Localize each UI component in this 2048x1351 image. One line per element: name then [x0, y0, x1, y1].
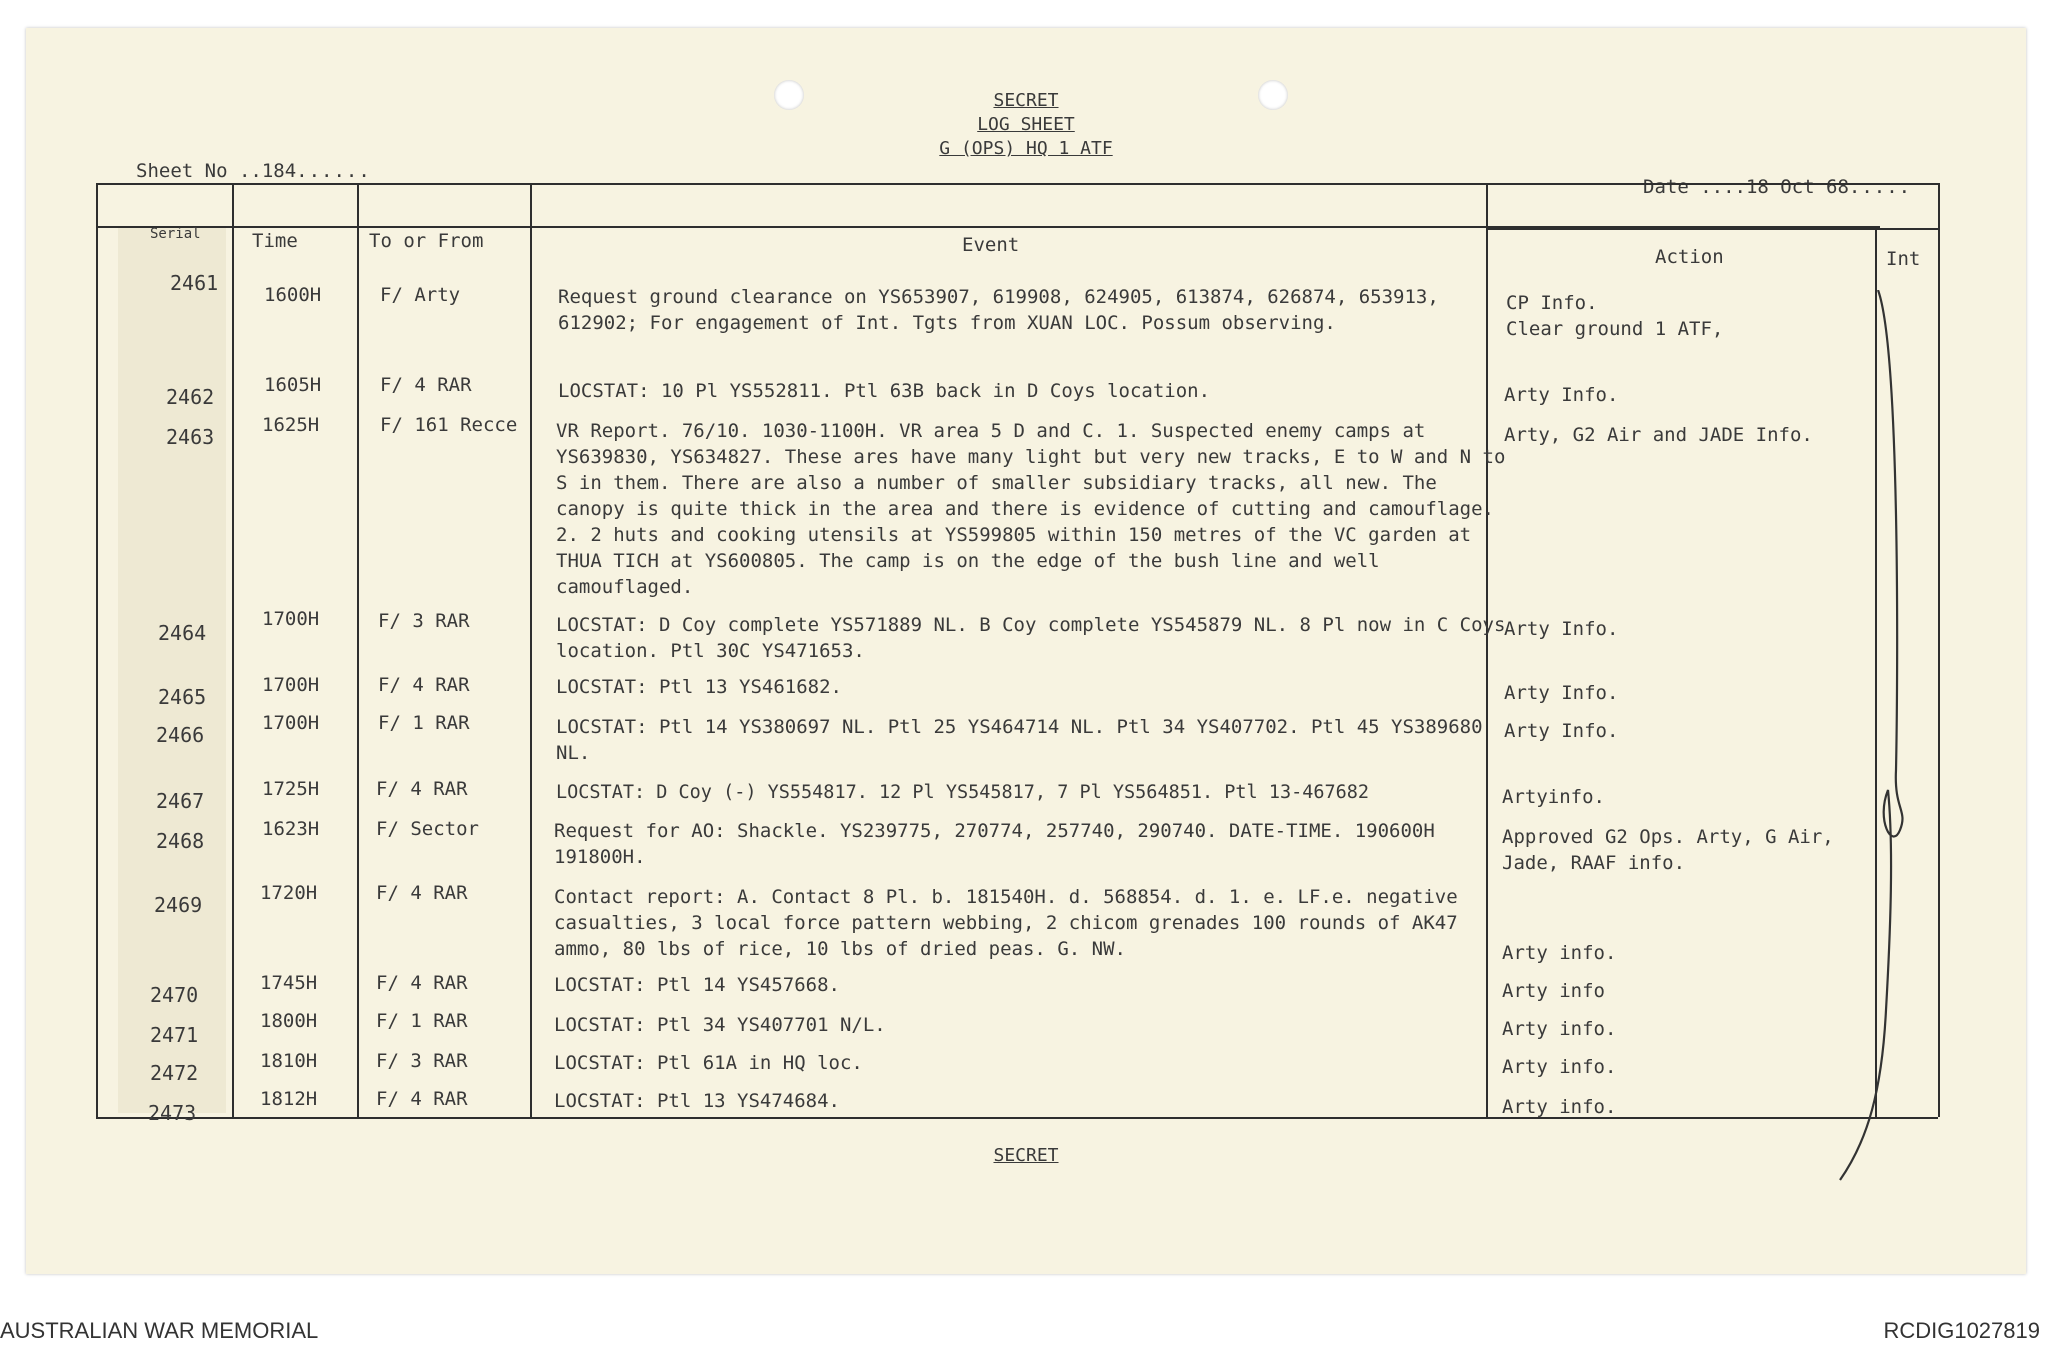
row-to-from: F/ 4 RAR	[376, 1088, 468, 1110]
row-to-from: F/ 3 RAR	[378, 610, 470, 632]
date-label: Date	[1643, 176, 1689, 198]
sheet-label: Sheet No	[136, 160, 228, 182]
row-serial: 2470	[150, 983, 199, 1007]
row-time: 1810H	[260, 1050, 318, 1072]
item-id: RCDIG1027819	[1883, 1318, 2040, 1343]
row-event: LOCSTAT: D Coy complete YS571889 NL. B Coy complete YS545879 NL. 8 Pl now in C Coys location. Ptl 30C YS471653.	[556, 614, 1506, 662]
row-serial: 2473	[148, 1101, 197, 1125]
row-event: LOCSTAT: D Coy (-) YS554817. 12 Pl YS545817, 7 Pl YS564851. Ptl 13-467682	[556, 782, 1370, 803]
row-time: 1800H	[260, 1010, 318, 1032]
row-action: Approved G2 Ops. Arty, G Air, Jade, RAAF info.	[1502, 826, 1834, 874]
unit-name: G (OPS) HQ 1 ATF	[939, 138, 1113, 159]
row-action: Arty Info.	[1504, 618, 1619, 640]
row-action: Arty info	[1502, 980, 1605, 1002]
row-action: Arty info.	[1502, 1056, 1617, 1078]
sheet-number: Sheet No ..184......	[136, 160, 371, 182]
row-to-from: F/ 4 RAR	[376, 882, 468, 904]
row-serial: 2461	[170, 271, 219, 295]
row-event: Contact report: A. Contact 8 Pl. b. 181540H. d. 568854. d. 1. e. LF.e. negative casualties, 3 local force pattern webbing, 2 chicom grenades 100 rounds of AK47 ammo, 80 lbs of rice, 10 lbs of dried peas. G. NW.	[554, 886, 1458, 960]
col-header-action: Action	[1655, 246, 1724, 268]
row-event: LOCSTAT: Ptl 34 YS407701 N/L.	[554, 1014, 886, 1036]
row-time: 1623H	[262, 818, 320, 840]
row-event: Request for AO: Shackle. YS239775, 270774, 257740, 290740. DATE-TIME. 190600H 191800H.	[554, 820, 1435, 868]
row-event: LOCSTAT: Ptl 61A in HQ loc.	[554, 1052, 863, 1074]
row-time: 1700H	[262, 608, 320, 630]
row-to-from: F/ 4 RAR	[378, 674, 470, 696]
column-divider	[530, 183, 532, 1117]
col-header-to-from: To or From	[369, 230, 484, 252]
handwritten-bracket-icon	[1838, 290, 1918, 1190]
row-action: Artyinfo.	[1502, 786, 1605, 808]
row-action: CP Info. Clear ground 1 ATF,	[1506, 292, 1724, 340]
row-time: 1700H	[262, 712, 320, 734]
row-to-from: F/ 4 RAR	[380, 374, 472, 396]
row-to-from: F/ 161 Recce	[380, 414, 518, 436]
row-time: 1625H	[262, 414, 320, 436]
row-serial: 2463	[166, 425, 215, 449]
document-title: LOG SHEET	[977, 114, 1075, 135]
row-event: LOCSTAT: Ptl 13 YS474684.	[554, 1090, 840, 1112]
classification-header: SECRET	[993, 90, 1059, 111]
table-border-right	[1938, 183, 1940, 1117]
row-action: Arty info.	[1502, 1018, 1617, 1040]
row-serial: 2471	[150, 1023, 199, 1047]
row-to-from: F/ Arty	[380, 284, 461, 306]
row-serial: 2465	[158, 685, 207, 709]
row-to-from: F/ 1 RAR	[378, 712, 470, 734]
row-serial: 2467	[156, 789, 205, 813]
date-value: 18 Oct 68	[1745, 176, 1849, 198]
row-serial: 2472	[150, 1061, 199, 1085]
col-header-time: Time	[252, 230, 298, 252]
row-event: LOCSTAT: Ptl 13 YS461682.	[556, 676, 842, 698]
row-action: Arty Info.	[1504, 720, 1619, 742]
row-serial: 2468	[156, 829, 205, 853]
row-to-from: F/ 4 RAR	[376, 972, 468, 994]
row-to-from: F/ 1 RAR	[376, 1010, 468, 1032]
row-event: LOCSTAT: Ptl 14 YS457668.	[554, 974, 840, 996]
row-action: Arty Info.	[1504, 384, 1619, 406]
row-action: Arty info.	[1502, 1096, 1617, 1118]
row-serial: 2464	[158, 621, 207, 645]
row-time: 1605H	[264, 374, 322, 396]
row-time: 1812H	[260, 1088, 318, 1110]
row-time: 1600H	[264, 284, 322, 306]
row-action: Arty info.	[1502, 942, 1617, 964]
column-divider	[232, 183, 234, 1117]
row-action: Arty, G2 Air and JADE Info.	[1504, 424, 1813, 446]
row-action: Arty Info.	[1504, 682, 1619, 704]
row-serial: 2469	[154, 893, 203, 917]
date-field: Date ....18 Oct 68.....	[1643, 176, 1912, 198]
row-time: 1725H	[262, 778, 320, 800]
row-serial: 2462	[166, 385, 215, 409]
row-to-from: F/ Sector	[376, 818, 479, 840]
sheet-number-value: 184	[261, 160, 297, 182]
header-rule	[1486, 228, 1938, 230]
classification-footer: SECRET	[993, 1145, 1059, 1166]
row-event: Request ground clearance on YS653907, 619908, 624905, 613874, 626874, 653913, 612902; For engagement of Int. Tgts from XUAN LOC. Possum observing.	[558, 286, 1439, 334]
row-event: LOCSTAT: 10 Pl YS552811. Ptl 63B back in D Coys location.	[558, 380, 1211, 402]
col-header-event: Event	[962, 234, 1020, 256]
row-to-from: F/ 3 RAR	[376, 1050, 468, 1072]
row-event: LOCSTAT: Ptl 14 YS380697 NL. Ptl 25 YS464714 NL. Ptl 34 YS407702. Ptl 45 YS389680 NL.	[556, 716, 1483, 764]
row-to-from: F/ 4 RAR	[376, 778, 468, 800]
row-time: 1700H	[262, 674, 320, 696]
row-time: 1720H	[260, 882, 318, 904]
col-header-serial: Serial	[150, 226, 201, 240]
archive-credit: AUSTRALIAN WAR MEMORIAL	[0, 1318, 319, 1343]
row-event: VR Report. 76/10. 1030-1100H. VR area 5 D and C. 1. Suspected enemy camps at YS639830, YS634827. These ares have many light but very new tracks, E to W and N to S in them. There are also a number of smaller subsidiary tracks, all new. The canopy is quite thick in the area and there is evidence of cutting and camouflage. 2. 2 huts and cooking utensils at YS599805 within 150 metres of the VC garden at THUA TICH at YS600805. The camp is on the edge of the bush line and well camouflaged.	[556, 420, 1506, 598]
col-header-int: Int	[1886, 248, 1921, 270]
row-serial: 2466	[156, 723, 205, 747]
row-time: 1745H	[260, 972, 318, 994]
column-divider	[357, 183, 359, 1117]
